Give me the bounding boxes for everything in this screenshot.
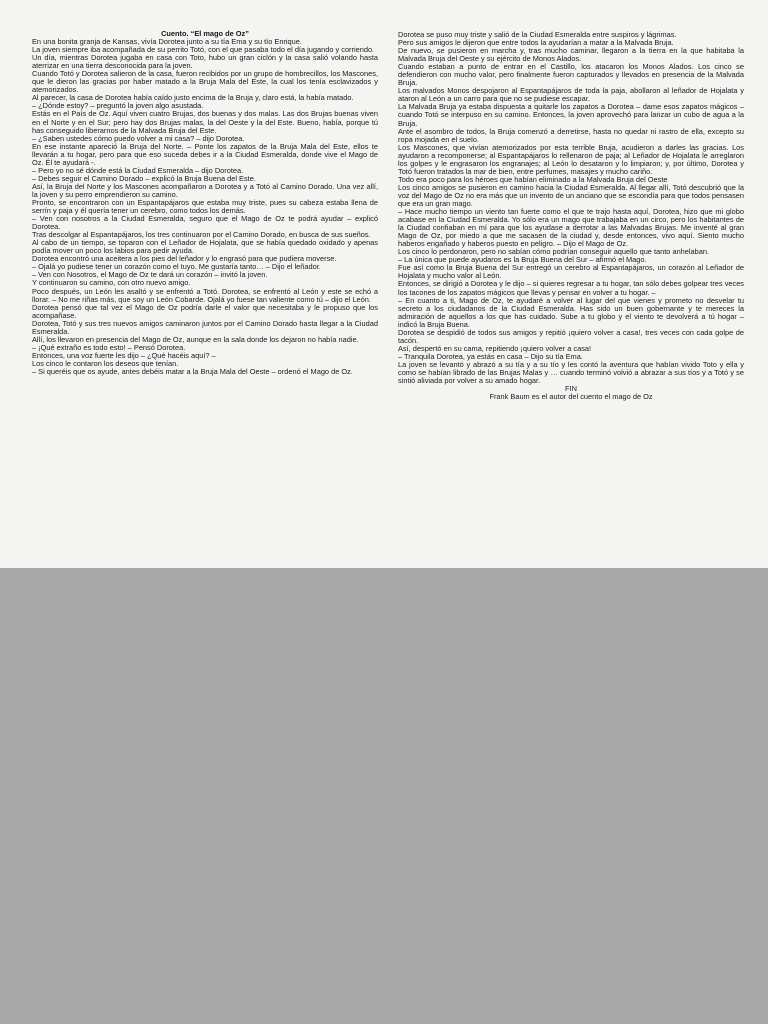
paragraph: Los Mascones, que vivían atemorizados por esta terrible Bruja, acudieron a darles las gracias. Los ayudaron a recomponerse; al Espantapájaros lo rellenaron de paja; al Leñador de Hojalata le arreglaron los golpes y le engrasaron los engranajes; al León lo desataron y lo limpiaron; y, por último, Dorotea y Totó fueron tratados la mar de bien, entre perfumes, masajes y mucho cariño. — [398, 142, 744, 176]
paragraph: En ese instante apareció la Bruja del Norte. – Ponte los zapatos de la Bruja Mala del Este, ellos te llevarán a tu hogar, pero para que eso suceda debes ir a la Ciudad Esmeralda, donde vive el Mago de Oz. Él te ayudará -. — [32, 141, 378, 167]
paragraph: Un día, mientras Dorotea jugaba en casa con Toto, hubo un gran ciclón y la casa salió volando hasta aterrizar en una tierra desconocida para la joven. — [32, 53, 378, 71]
paragraph: Dorotea encontró una aceitera a los pies del leñador y lo engrasó para que pudiera moverse. — [32, 254, 337, 264]
paragraph: Los cinco lo perdonaron, pero no sabían cómo podrían conseguir aquello que tanto anhelaban. — [398, 247, 710, 257]
paragraph: – ¿Saben ustedes cómo puedo volver a mi casa? – dijo Dorotea. — [32, 133, 245, 143]
paragraph: Los malvados Monos despojaron al Espantapájaros de toda la paja, abollaron al leñador de Hojalata y ataron al León a un carro para que no se pudiese escapar. — [398, 86, 744, 104]
paragraph: Ante el asombro de todos, la Bruja comenzó a derretirse, hasta no quedar ni rastro de ella, excepto su ropa mojada en el suelo. — [398, 126, 744, 144]
story-title: Cuento. “El mago de Oz” — [161, 29, 249, 38]
paragraph: – Si queréis que os ayude, antes debéis matar a la Bruja Mala del Oeste – ordenó el Mago de Oz. — [32, 366, 353, 376]
paragraph: Pronto, se encontraron con un Espantapájaros que estaba muy triste, pues su cabeza estaba llena de serrín y paja y él quería tener un cerebro, como todos los demás. — [32, 197, 378, 216]
paragraph: Así, la Bruja del Norte y los Mascones acompañaron a Dorotea y a Totó al Camino Dorado. Una vez allí, la joven y su perro emprendieron su camino. — [32, 181, 378, 199]
paragraph: – ¿Dónde estoy? – preguntó la joven algo asustada. — [32, 101, 204, 111]
right-column — [398, 31, 744, 401]
paragraph: – En cuanto a ti, Mago de Oz, te ayudaré a volver al lugar del que vienes y prometo no desvelar tu secreto a los ciudadanos de la Ciudad Esmeralda. Has sido un buen gobernante y te mereces la admiración de aquellos a los que has cuidado. Sube a tu globo y el viento te devolverá a tú hogar – indicó la Bruja Buena. — [398, 295, 744, 329]
paragraph: Todo era poco para los héroes que habían eliminado a la Malvada Bruja del Oeste — [398, 174, 668, 184]
paragraph: Tras descolgar al Espantapájaros, los tres continuaron por el Camino Dorado, en busca de sus sueños. — [32, 230, 371, 240]
paragraph: – Hace mucho tiempo un viento tan fuerte como el que te trajo hasta aquí, Dorotea, hizo que mi globo acabase en la Ciudad Esmeralda. Yo sólo era un mago que trabajaba en un circo, pero los habitantes de la Ciudad confiaban en mí para que los ayudase a derrotar a las Malvadas Brujas. Me inventé al gran Mago de Oz, por miedo a que me sacasen de la ciudad y, desde entonces, vivo aquí. Siento mucho haberos engañado y haberos puesto en peligro. – Dijo el Mago de Oz. — [398, 207, 744, 249]
paragraph: Los cinco amigos se pusieron en camino hacia la Ciudad Esmeralda. Al llegar allí, Totó descubrió que la voz del Mago de Oz no era más que un invento de un anciano que se escondía para que todos pensasen que era un gran mago. — [398, 182, 744, 208]
paragraph: Estás en el País de Oz. Aquí viven cuatro Brujas, dos buenas y dos malas. Las dos Brujas buenas viven en el Norte y en el Sur; pero hay dos Brujas malas, la del Oeste y la del Este. Bueno, había, porque tú has conseguido liberarnos de la Malvada Bruja del Este. — [32, 109, 378, 135]
paragraph: Cuando estaban a punto de entrar en el Castillo, los atacaron los Monos Alados. Los cinco se defendieron con mucho valor, pero finalmente fueron capturados y llevados en presencia de la Malvada Bruja. — [398, 62, 744, 88]
paragraph: La joven siempre iba acompañada de su perrito Totó, con el que pasaba todo el día jugando y corriendo. — [32, 45, 375, 55]
paragraph: Poco después, un León les asaltó y se enfrentó a Totó. Dorotea, se enfrentó al León y este se echó a llorar. – No me riñas más, que soy un León Cobarde. Ojalá yo fuese tan valiente como tú – dijo el León. — [32, 286, 378, 304]
fin-label: FIN — [565, 384, 577, 394]
paragraph: La joven se levantó y abrazó a su tía y a su tío y les contó la aventura que habían vivido Toto y ella y como se habían librado de las Brujas Malas y … cuando terminó volvió a abrazar a sus tíos y a Totó y se sintió aliviada por volver a su amado hogar. — [398, 359, 744, 386]
paragraph: – Ven con nosotros a la Ciudad Esmeralda, seguro que el Mago de Oz te podrá ayudar – explicó Dorotea. — [32, 214, 378, 232]
paragraph: Al parecer, la casa de Dorotea había caído justo encima de la Bruja y, claro está, la había matado. — [32, 93, 354, 103]
paragraph: – Ven con Nosotros, el Mago de Oz te dará un corazón – invitó la joven. — [32, 270, 268, 280]
paragraph: Al cabo de un tiempo, se toparon con el Leñador de Hojalata, que se había quedado oxidado y apenas podía mover un poco los labios para pedir ayuda. — [32, 238, 378, 256]
paragraph: – Tranquila Dorotea, ya estás en casa – Dijo su tía Ema. — [398, 351, 583, 361]
author-note: Frank Baum es el autor del cuento el mago de Oz — [489, 392, 653, 402]
paragraph: Pero sus amigos le dijeron que entre todos la ayudarían a matar a la Malvada Bruja. — [398, 38, 674, 48]
paragraph: Dorotea, Totó y sus tres nuevos amigos caminaron juntos por el Camino Dorado hasta llegar a la Ciudad Esmeralda. — [32, 318, 378, 336]
paragraph: En una bonita granja de Kansas, vivía Dorotea junto a su tía Ema y su tío Enrique. — [32, 37, 302, 47]
paragraph: La Malvada Bruja ya estaba dispuesta a quitarle los zapatos a Dorotea – dame esos zapatos mágicos – cuando Totó se interpuso en su camino. Entonces, la joven aprovechó para lanzar un cubo de agua a la Bruja. — [398, 102, 744, 128]
paragraph: Así, despertó en su cama, repitiendo ¡quiero volver a casa! — [398, 343, 592, 353]
paragraph: Entonces, se dirigió a Dorotea y le dijo – si quieres regresar a tu hogar, tan sólo debes golpear tres veces los tacones de los zapatos mágicos que llevas y pensar en volver a tu hogar. – — [398, 279, 744, 297]
paragraph: Y continuaron su camino, con otro nuevo amigo. — [32, 278, 191, 288]
paragraph: Fue así como la Bruja Buena del Sur entregó un cerebro al Espantapájaros, un corazón al Leñador de Hojalata y mucho valor al León. — [398, 263, 744, 281]
paragraph: De nuevo, se pusieron en marcha y, tras mucho caminar, llegaron a la tierra en la que habitaba la Malvada Bruja del Oeste y su ejército de Monos Alados. — [398, 46, 744, 64]
paragraph: Entonces, una voz fuerte les dijo – ¿Qué hacéis aquí? – — [32, 350, 216, 360]
paragraph: Dorotea se puso muy triste y salió de la Ciudad Esmeralda entre suspiros y lágrimas. — [398, 30, 677, 39]
paragraph: Los cinco le contaron los deseos que tenían. — [32, 358, 179, 368]
left-column — [32, 30, 378, 376]
paragraph: – Pero yo no sé dónde está la Ciudad Esmeralda – dijo Dorotea. — [32, 165, 244, 175]
paragraph: Allí, los llevaron en presencia del Mago de Oz, aunque en la sala donde los dejaron no había nadie. — [32, 334, 359, 344]
paragraph: Cuando Totó y Dorotea salieron de la casa, fueron recibidos por un grupo de hombrecillos, los Mascones, que le dieron las gracias por haber matado a la Bruja Mala del Este, la cual los tenía esclavizados y atemorizados. — [32, 69, 378, 95]
paragraph: – La única que puede ayudaros es la Bruja Buena del Sur – afirmó el Mago. — [398, 255, 647, 265]
paragraph: – ¡Qué extraño es todo esto! – Pensó Dorotea. — [32, 342, 186, 352]
paragraph: Dorotea se despidió de todos sus amigos y repitió ¡quiero volver a casa!, tres veces con cada golpe de tacón. — [398, 327, 744, 345]
paragraph: Dorotea pensó que tal vez el Mago de Oz podría darle el valor que necesitaba y le propuso que los acompañase. — [32, 302, 378, 320]
paragraph: – Ojalá yo pudiese tener un corazón como el tuyo. Me gustaría tanto… – Dijo el leñador. — [32, 262, 321, 272]
paragraph: – Debes seguir el Camino Dorado – explicó la Bruja Buena del Este. — [32, 173, 256, 183]
